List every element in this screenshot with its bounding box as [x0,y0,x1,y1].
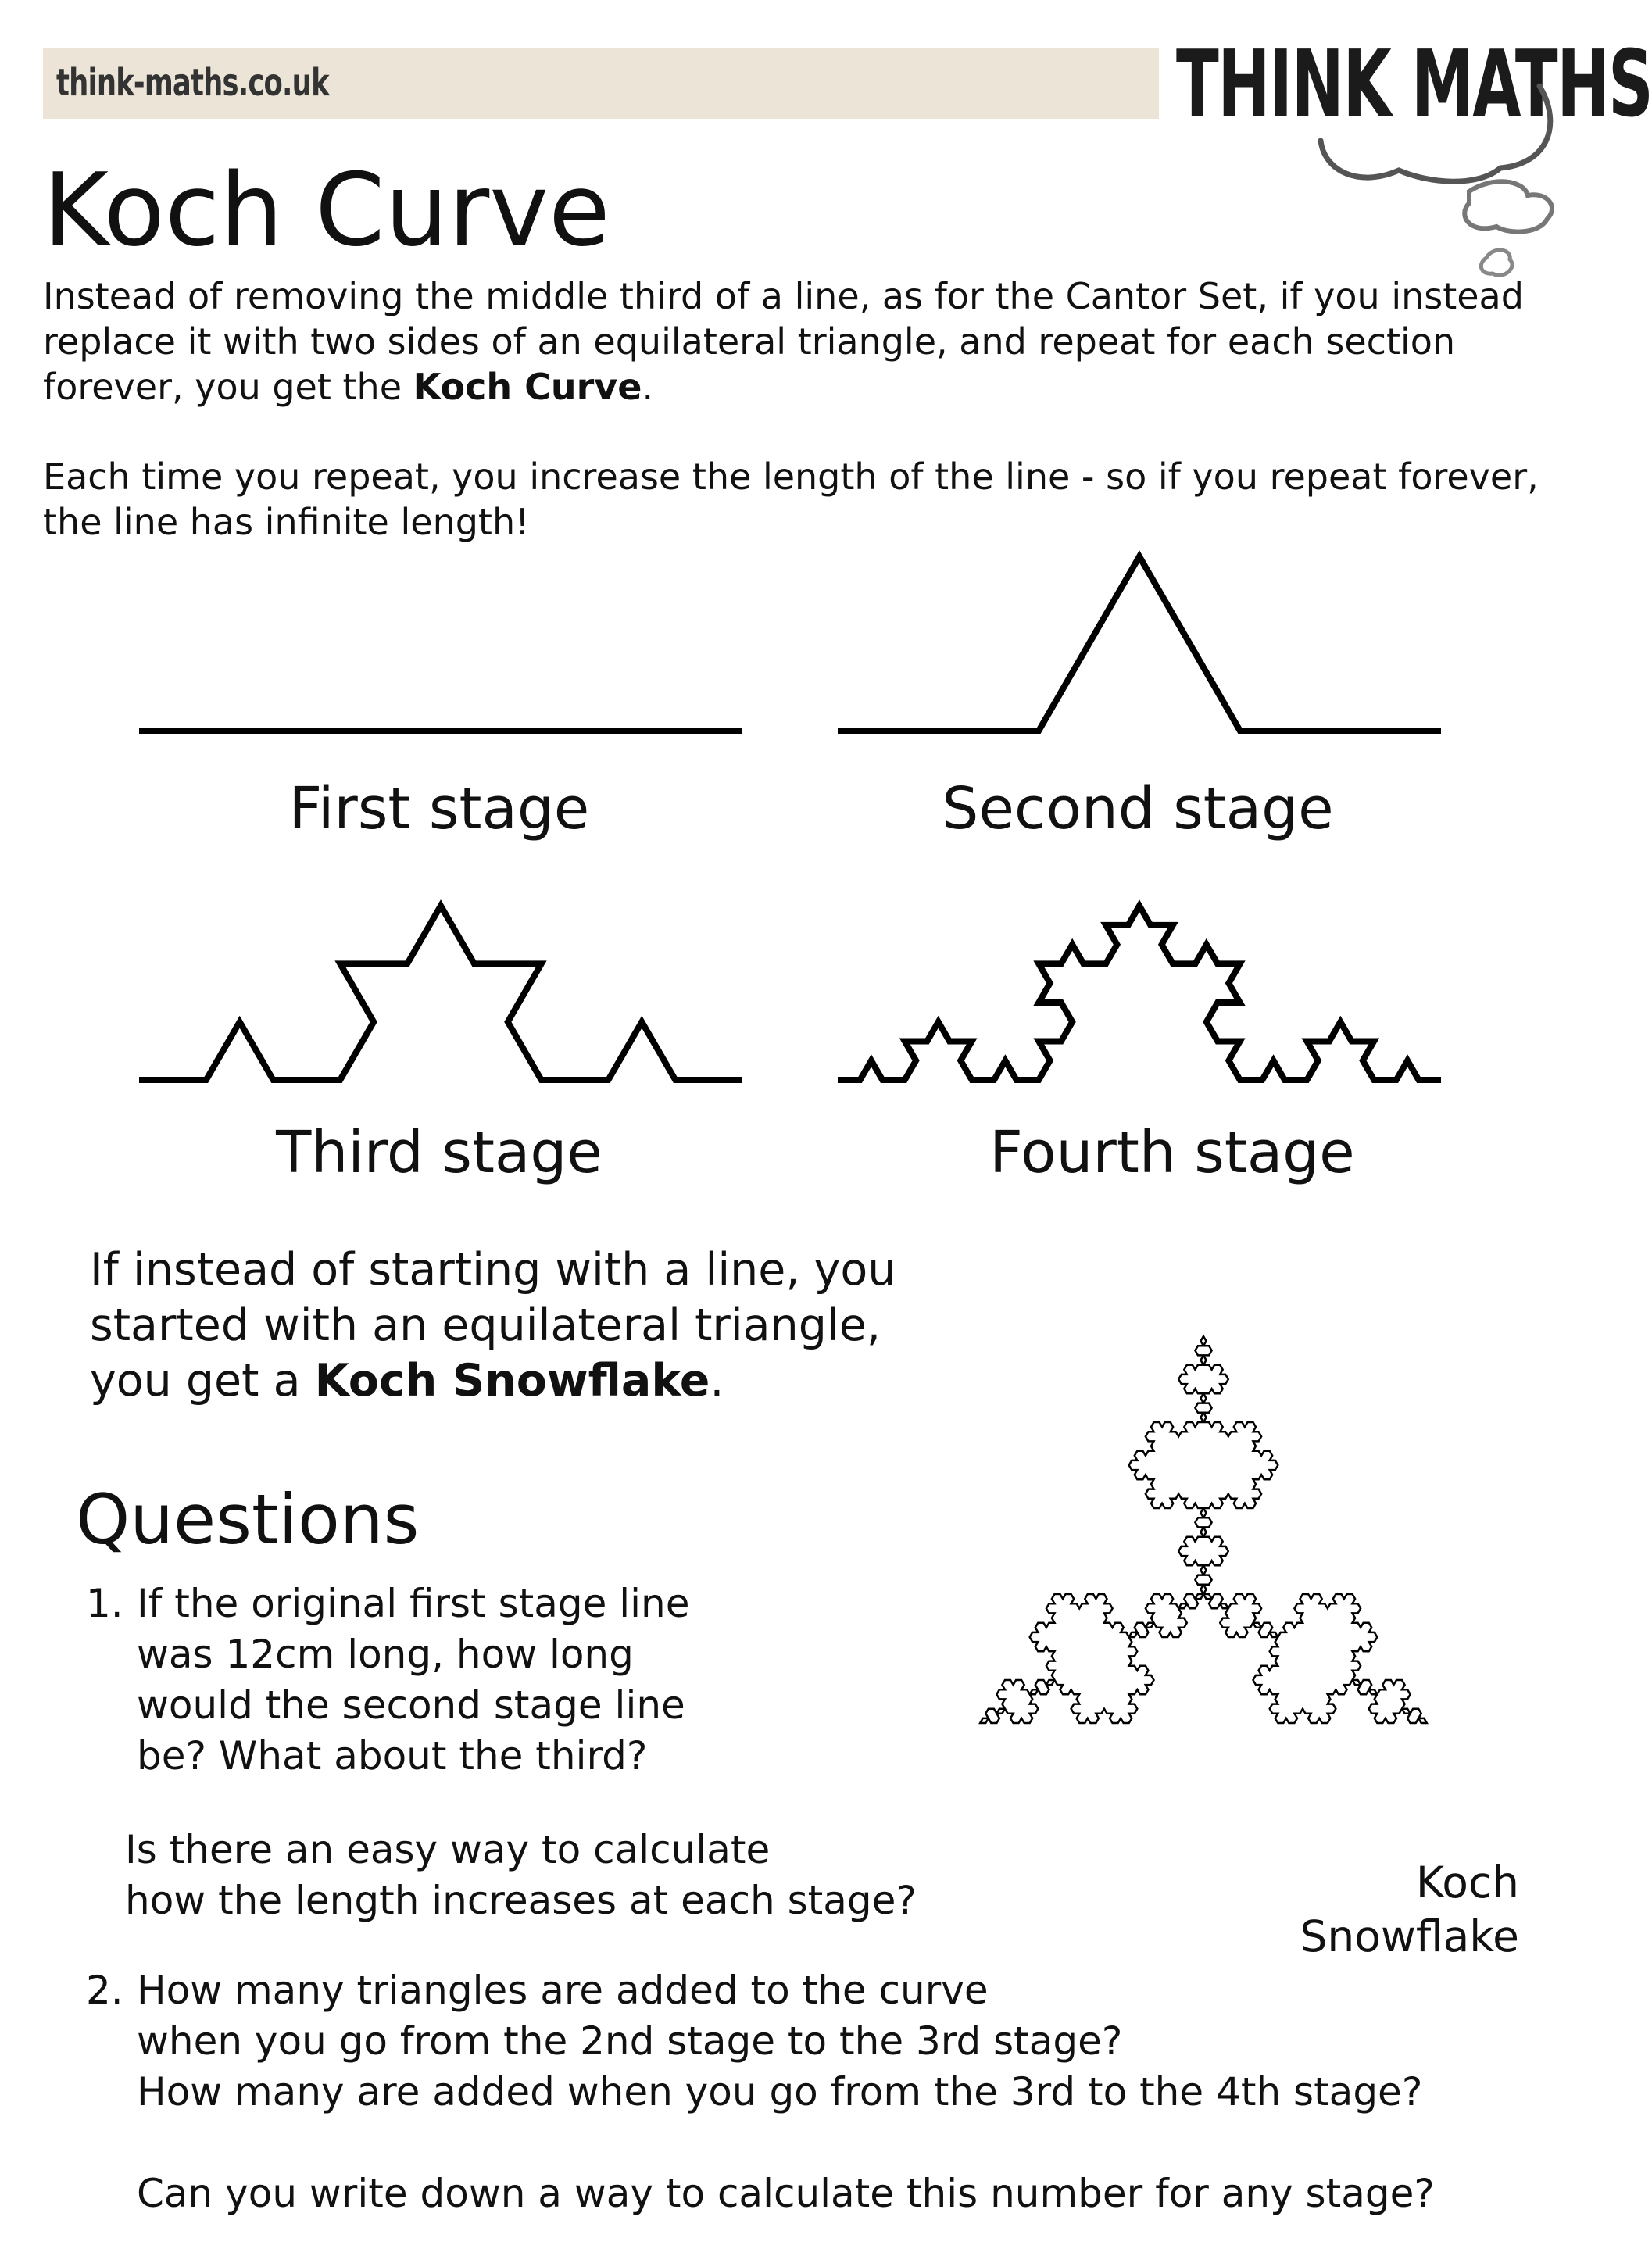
think-maths-logo: THINK MATHS [1176,30,1652,138]
koch-snowflake-term: Koch Snowflake [314,1355,710,1407]
koch-curve-fourth-stage [838,906,1441,1080]
snowflake-caption: Koch Snowflake [1300,1857,1519,1961]
question-1: 1. If the original first stage line was 12cm long, how long would the second stage line be? What about the third? Is there an easy way to calculate how the length increases at each stage? [86,1578,946,1926]
stage-label-first: First stage [288,775,590,842]
question-2-number: 2. [86,1968,123,2013]
stage-label-second: Second stage [942,775,1334,842]
stage-label-third: Third stage [276,1119,603,1186]
site-url[interactable]: think-maths.co.uk [56,61,329,105]
page-title: Koch Curve [43,152,610,269]
koch-curve-third-stage [139,906,742,1080]
intro-paragraph-1: Instead of removing the middle third of a line, as for the Cantor Set, if you instead replace it with two sides of an equilateral triangle, and repeat for each section forever, you get the Koch Curve. [43,275,1524,408]
koch-curve-term: Koch Curve [413,366,642,408]
intro-paragraph-2: Each time you repeat, you increase the length of the line - so if you repeat forever, the line has infinite length! [43,456,1539,543]
snowflake-description: If instead of starting with a line, you started with an equilateral triangle, you get a Koch Snowflake. [90,1244,896,1407]
stage-label-fourth: Fourth stage [989,1119,1355,1186]
question-1-number: 1. [86,1581,123,1626]
koch-curve-second-stage [838,556,1441,731]
questions-heading: Questions [76,1479,420,1560]
question-2: 2. How many triangles are added to the curve when you go from the 2nd stage to the 3rd stage? How many are added when you go from the 3rd to the 4th stage? Can you write down a way to calculate this number for any stage? [86,1965,1555,2219]
koch-snowflake-outline [980,1336,1427,1723]
koch-snowflake-diagram [875,1227,1532,1961]
